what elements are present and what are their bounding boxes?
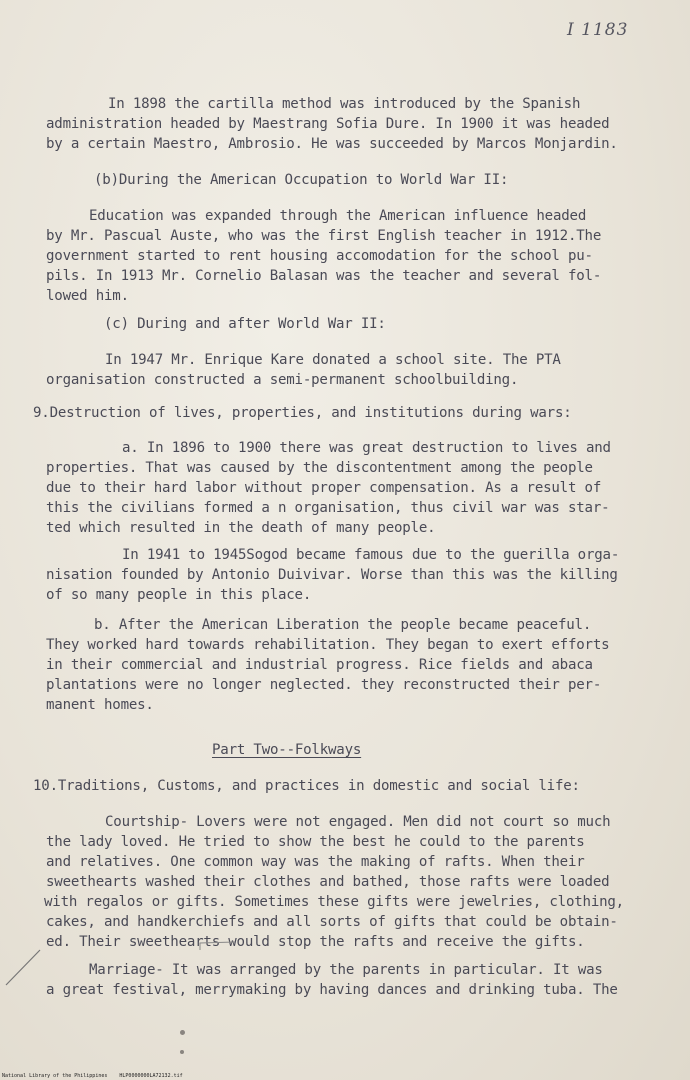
destruction-a-line-4: this the civilians formed a n organisation, thus civil war was star-: [46, 500, 610, 516]
destruction-1941-line-3: of so many people in this place.: [46, 587, 312, 603]
american-line-4: pils. In 1913 Mr. Cornelio Balasan was the teacher and several fol-: [46, 268, 602, 284]
destruction-b-line-4: plantations were no longer neglected. they reconstructed their per-: [46, 677, 602, 693]
heading-c: (c) During and after World War II:: [104, 316, 386, 332]
destruction-b-line-1: b. After the American Liberation the people became peaceful.: [94, 617, 592, 633]
courtship-line-4: sweethearts washed their clothes and bathed, those rafts were loaded: [46, 874, 610, 890]
destruction-1941-line-2: nisation founded by Antonio Duivivar. Worse than this was the killing: [46, 567, 618, 583]
punch-hole-dot: [180, 1050, 184, 1054]
postwar-line-1: In 1947 Mr. Enrique Kare donated a school site. The PTA: [105, 352, 561, 368]
courtship-line-5: with regalos or gifts. Sometimes these gifts were jewelries, clothing,: [44, 894, 624, 910]
punch-hole-dot: [180, 1030, 185, 1035]
american-line-3: government started to rent housing accomodation for the school pu-: [46, 248, 593, 264]
destruction-a-line-1: a. In 1896 to 1900 there was great destruction to lives and: [122, 440, 611, 456]
footer-caption: National Library of the Philippines HLP0000000LA72132.tif: [2, 1073, 183, 1079]
section-9-heading: 9.Destruction of lives, properties, and institutions during wars:: [33, 405, 572, 421]
destruction-a-line-3: due to their hard labor without proper compensation. As a result of: [46, 480, 602, 496]
courtship-line-6: cakes, and handkerchiefs and all sorts of gifts that could be obtain-: [46, 914, 618, 930]
page-number: I 1183: [567, 20, 629, 40]
section-10-heading: 10.Traditions, Customs, and practices in domestic and social life:: [33, 778, 580, 794]
courtship-line-3: and relatives. One common way was the making of rafts. When their: [46, 854, 585, 870]
heading-b: (b)During the American Occupation to World War II:: [94, 172, 509, 188]
destruction-a-line-2: properties. That was caused by the discontentment among the people: [46, 460, 593, 476]
american-line-1: Education was expanded through the American influence headed: [89, 208, 587, 224]
destruction-b-line-3: in their commercial and industrial progress. Rice fields and abaca: [46, 657, 593, 673]
cartilla-line-3: by a certain Maestro, Ambrosio. He was succeeded by Marcos Monjardin.: [46, 136, 618, 152]
cartilla-line-1: In 1898 the cartilla method was introduced by the Spanish: [108, 96, 581, 112]
marriage-line-2: a great festival, merrymaking by having dances and drinking tuba. The: [46, 982, 618, 998]
destruction-1941-line-1: In 1941 to 1945Sogod became famous due to the guerilla orga-: [122, 547, 620, 563]
destruction-b-line-5: manent homes.: [46, 697, 154, 713]
american-line-5: lowed him.: [46, 288, 129, 304]
margin-pencil-stroke: [6, 950, 40, 985]
courtship-line-7: ed. Their sweethearts would stop the rafts and receive the gifts.: [46, 934, 585, 950]
part-two-heading: Part Two--Folkways: [212, 742, 362, 758]
destruction-a-line-5: ted which resulted in the death of many people.: [46, 520, 436, 536]
marriage-line-1: Marriage- It was arranged by the parents in particular. It was: [89, 962, 603, 978]
courtship-line-2: the lady loved. He tried to show the best he could to the parents: [46, 834, 585, 850]
destruction-b-line-2: They worked hard towards rehabilitation. They began to exert efforts: [46, 637, 610, 653]
american-line-2: by Mr. Pascual Auste, who was the first English teacher in 1912.The: [46, 228, 602, 244]
cartilla-line-2: administration headed by Maestrang Sofia Dure. In 1900 it was headed: [46, 116, 610, 132]
courtship-line-1: Courtship- Lovers were not engaged. Men did not court so much: [105, 814, 611, 830]
postwar-line-2: organisation constructed a semi-permanent schoolbuilding.: [46, 372, 519, 388]
